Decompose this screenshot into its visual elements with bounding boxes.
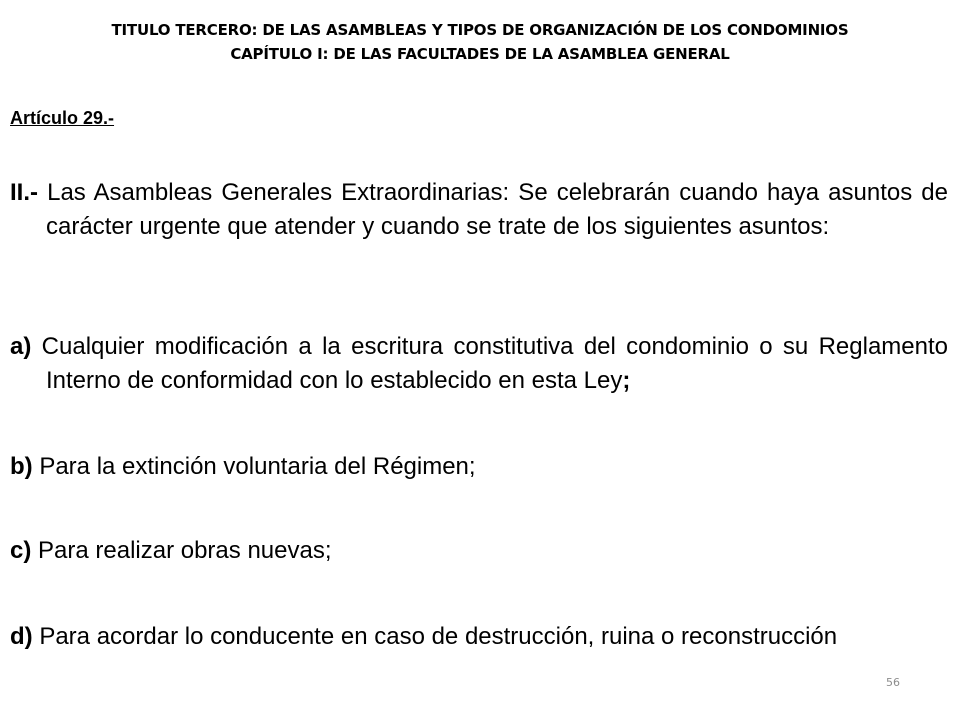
paragraph-marker: II.- [10,179,38,206]
title-line: TITULO TERCERO: DE LAS ASAMBLEAS Y TIPOS DE ORGANIZACIÓN DE LOS CONDOMINIOS [111,21,849,39]
paragraph-a [10,330,948,398]
page-number: 56 [886,676,900,689]
paragraph-text: Cualquier modificación a la escritura constitutiva del condominio o su Reglamento Interno de conformidad con lo establecido en esta Ley [41,333,948,394]
paragraph-b [10,450,948,484]
paragraph-ii [10,176,948,244]
paragraph-c [10,534,948,568]
document-header [20,18,940,66]
article-heading: Artículo 29.- [10,108,115,128]
paragraph-text: Para la extinción voluntaria del Régimen; [39,453,476,480]
paragraph-marker: b) [10,453,33,480]
paragraph-text: Para acordar lo conducente en caso de destrucción, ruina o reconstrucción [39,623,838,650]
chapter-line: CAPÍTULO I: DE LAS FACULTADES DE LA ASAMBLEA GENERAL [230,45,730,63]
paragraph-text: Para realizar obras nuevas; [38,537,332,564]
paragraph-marker: d) [10,623,33,650]
paragraph-marker: a) [10,333,32,360]
paragraph-marker: c) [10,537,32,564]
paragraph-text: Las Asambleas Generales Extraordinarias: Se celebrarán cuando haya asuntos de carácter urgente que atender y cuando se trate de los siguientes asuntos: [46,179,949,240]
paragraph-d [10,620,948,654]
paragraph-suffix: ; [622,367,631,394]
